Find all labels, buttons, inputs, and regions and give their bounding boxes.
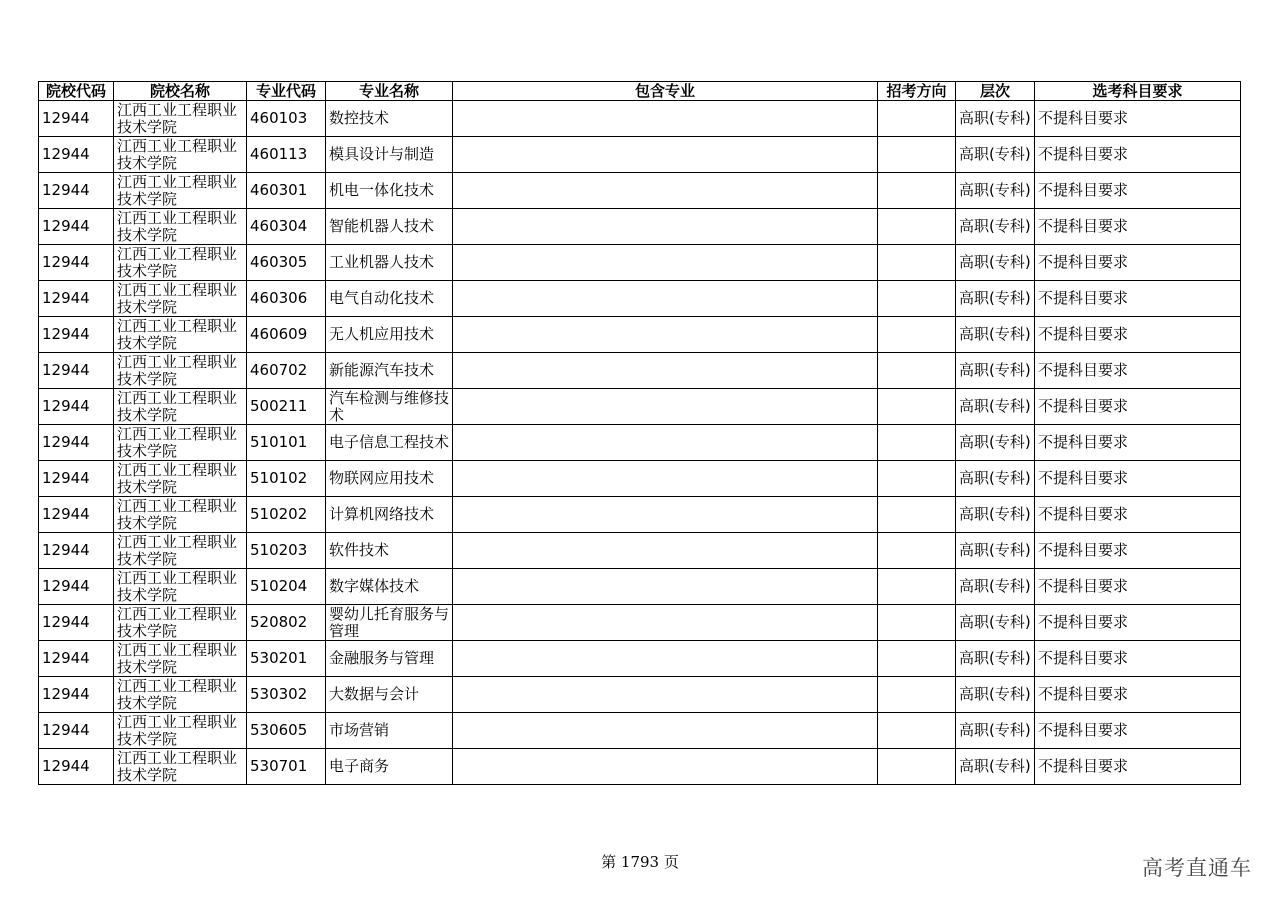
subject-requirements-cell: 不提科目要求	[1035, 605, 1241, 641]
included-majors-cell	[453, 425, 878, 461]
school-name-cell: 江西工业工程职业技术学院	[114, 281, 247, 317]
level-cell: 高职(专科)	[956, 533, 1035, 569]
level-cell: 高职(专科)	[956, 461, 1035, 497]
level-cell: 高职(专科)	[956, 101, 1035, 137]
level-cell: 高职(专科)	[956, 641, 1035, 677]
major-name-cell: 汽车检测与维修技术	[326, 389, 453, 425]
major-name-cell: 电气自动化技术	[326, 281, 453, 317]
major-code-cell: 510102	[247, 461, 326, 497]
school-name-cell: 江西工业工程职业技术学院	[114, 641, 247, 677]
major-code-cell: 530302	[247, 677, 326, 713]
school-code-cell: 12944	[39, 245, 114, 281]
table-row	[39, 353, 1241, 389]
school-name-cell: 江西工业工程职业技术学院	[114, 209, 247, 245]
major-code-cell: 460301	[247, 173, 326, 209]
major-name-cell: 金融服务与管理	[326, 641, 453, 677]
major-name-cell: 新能源汽车技术	[326, 353, 453, 389]
admission-direction-cell	[878, 245, 956, 281]
level-cell: 高职(专科)	[956, 425, 1035, 461]
included-majors-cell	[453, 137, 878, 173]
table-row	[39, 245, 1241, 281]
subject-requirements-cell: 不提科目要求	[1035, 749, 1241, 785]
table-row	[39, 317, 1241, 353]
header-admission-direction: 招考方向	[878, 82, 956, 101]
major-name-cell: 无人机应用技术	[326, 317, 453, 353]
school-code-cell: 12944	[39, 497, 114, 533]
major-code-cell: 460103	[247, 101, 326, 137]
subject-requirements-cell: 不提科目要求	[1035, 353, 1241, 389]
subject-requirements-cell: 不提科目要求	[1035, 209, 1241, 245]
table-body	[39, 101, 1241, 785]
table-row	[39, 101, 1241, 137]
school-name-cell: 江西工业工程职业技术学院	[114, 245, 247, 281]
school-name-cell: 江西工业工程职业技术学院	[114, 497, 247, 533]
level-cell: 高职(专科)	[956, 281, 1035, 317]
school-code-cell: 12944	[39, 461, 114, 497]
admission-direction-cell	[878, 209, 956, 245]
major-code-cell: 530201	[247, 641, 326, 677]
admission-direction-cell	[878, 533, 956, 569]
major-name-cell: 数控技术	[326, 101, 453, 137]
table-row	[39, 281, 1241, 317]
major-name-cell: 物联网应用技术	[326, 461, 453, 497]
school-name-cell: 江西工业工程职业技术学院	[114, 173, 247, 209]
school-name-cell: 江西工业工程职业技术学院	[114, 389, 247, 425]
table-row	[39, 137, 1241, 173]
level-cell: 高职(专科)	[956, 209, 1035, 245]
level-cell: 高职(专科)	[956, 389, 1035, 425]
major-name-cell: 软件技术	[326, 533, 453, 569]
school-code-cell: 12944	[39, 749, 114, 785]
school-code-cell: 12944	[39, 353, 114, 389]
included-majors-cell	[453, 209, 878, 245]
school-name-cell: 江西工业工程职业技术学院	[114, 353, 247, 389]
page-number: 第 1793 页	[601, 853, 679, 871]
table-row	[39, 713, 1241, 749]
admission-direction-cell	[878, 497, 956, 533]
major-name-cell: 智能机器人技术	[326, 209, 453, 245]
school-name-cell: 江西工业工程职业技术学院	[114, 101, 247, 137]
table-row	[39, 641, 1241, 677]
included-majors-cell	[453, 389, 878, 425]
admission-direction-cell	[878, 641, 956, 677]
school-name-cell: 江西工业工程职业技术学院	[114, 425, 247, 461]
school-code-cell: 12944	[39, 317, 114, 353]
major-code-cell: 460304	[247, 209, 326, 245]
table-row	[39, 389, 1241, 425]
major-name-cell: 电子商务	[326, 749, 453, 785]
subject-requirements-cell: 不提科目要求	[1035, 137, 1241, 173]
school-code-cell: 12944	[39, 209, 114, 245]
subject-requirements-cell: 不提科目要求	[1035, 641, 1241, 677]
major-name-cell: 大数据与会计	[326, 677, 453, 713]
major-code-cell: 460702	[247, 353, 326, 389]
included-majors-cell	[453, 713, 878, 749]
level-cell: 高职(专科)	[956, 317, 1035, 353]
subject-requirements-cell: 不提科目要求	[1035, 245, 1241, 281]
included-majors-cell	[453, 497, 878, 533]
included-majors-cell	[453, 461, 878, 497]
level-cell: 高职(专科)	[956, 245, 1035, 281]
table-row	[39, 749, 1241, 785]
school-code-cell: 12944	[39, 533, 114, 569]
subject-requirements-cell: 不提科目要求	[1035, 281, 1241, 317]
admission-direction-cell	[878, 749, 956, 785]
major-name-cell: 婴幼儿托育服务与管理	[326, 605, 453, 641]
major-name-cell: 工业机器人技术	[326, 245, 453, 281]
major-code-cell: 520802	[247, 605, 326, 641]
school-name-cell: 江西工业工程职业技术学院	[114, 677, 247, 713]
major-code-cell: 530605	[247, 713, 326, 749]
header-level: 层次	[956, 82, 1035, 101]
admission-direction-cell	[878, 569, 956, 605]
subject-requirements-cell: 不提科目要求	[1035, 569, 1241, 605]
school-code-cell: 12944	[39, 605, 114, 641]
admission-direction-cell	[878, 137, 956, 173]
table-row	[39, 533, 1241, 569]
table-row	[39, 425, 1241, 461]
header-major-name: 专业名称	[326, 82, 453, 101]
school-code-cell: 12944	[39, 713, 114, 749]
level-cell: 高职(专科)	[956, 677, 1035, 713]
major-name-cell: 计算机网络技术	[326, 497, 453, 533]
school-name-cell: 江西工业工程职业技术学院	[114, 317, 247, 353]
admission-direction-cell	[878, 461, 956, 497]
school-name-cell: 江西工业工程职业技术学院	[114, 533, 247, 569]
included-majors-cell	[453, 353, 878, 389]
level-cell: 高职(专科)	[956, 173, 1035, 209]
header-subject-requirements: 选考科目要求	[1035, 82, 1241, 101]
major-name-cell: 模具设计与制造	[326, 137, 453, 173]
level-cell: 高职(专科)	[956, 713, 1035, 749]
school-code-cell: 12944	[39, 425, 114, 461]
major-code-cell: 460113	[247, 137, 326, 173]
subject-requirements-cell: 不提科目要求	[1035, 677, 1241, 713]
table-row	[39, 569, 1241, 605]
major-code-cell: 510203	[247, 533, 326, 569]
school-code-cell: 12944	[39, 641, 114, 677]
subject-requirements-cell: 不提科目要求	[1035, 389, 1241, 425]
included-majors-cell	[453, 317, 878, 353]
table-header-row	[39, 82, 1241, 101]
major-name-cell: 数字媒体技术	[326, 569, 453, 605]
included-majors-cell	[453, 749, 878, 785]
included-majors-cell	[453, 245, 878, 281]
level-cell: 高职(专科)	[956, 353, 1035, 389]
school-code-cell: 12944	[39, 101, 114, 137]
subject-requirements-cell: 不提科目要求	[1035, 317, 1241, 353]
admission-direction-cell	[878, 281, 956, 317]
table-row	[39, 497, 1241, 533]
header-major-code: 专业代码	[247, 82, 326, 101]
subject-requirements-cell: 不提科目要求	[1035, 173, 1241, 209]
subject-requirements-cell: 不提科目要求	[1035, 713, 1241, 749]
subject-requirements-cell: 不提科目要求	[1035, 461, 1241, 497]
admission-direction-cell	[878, 389, 956, 425]
major-name-cell: 市场营销	[326, 713, 453, 749]
admission-direction-cell	[878, 173, 956, 209]
subject-requirements-cell: 不提科目要求	[1035, 533, 1241, 569]
level-cell: 高职(专科)	[956, 749, 1035, 785]
table-row	[39, 461, 1241, 497]
major-code-cell: 510204	[247, 569, 326, 605]
included-majors-cell	[453, 281, 878, 317]
subject-requirements-cell: 不提科目要求	[1035, 101, 1241, 137]
included-majors-cell	[453, 569, 878, 605]
major-code-cell: 460306	[247, 281, 326, 317]
subject-requirements-cell: 不提科目要求	[1035, 497, 1241, 533]
major-code-cell: 510202	[247, 497, 326, 533]
included-majors-cell	[453, 533, 878, 569]
admission-direction-cell	[878, 353, 956, 389]
table-row	[39, 209, 1241, 245]
major-name-cell: 机电一体化技术	[326, 173, 453, 209]
admission-direction-cell	[878, 101, 956, 137]
major-code-cell: 510101	[247, 425, 326, 461]
school-name-cell: 江西工业工程职业技术学院	[114, 569, 247, 605]
school-code-cell: 12944	[39, 677, 114, 713]
school-code-cell: 12944	[39, 389, 114, 425]
school-code-cell: 12944	[39, 137, 114, 173]
included-majors-cell	[453, 173, 878, 209]
table-row	[39, 605, 1241, 641]
watermark: 高考直通车	[1142, 856, 1252, 880]
included-majors-cell	[453, 101, 878, 137]
included-majors-cell	[453, 641, 878, 677]
major-code-cell: 500211	[247, 389, 326, 425]
school-code-cell: 12944	[39, 281, 114, 317]
admission-direction-cell	[878, 713, 956, 749]
header-school-code: 院校代码	[39, 82, 114, 101]
level-cell: 高职(专科)	[956, 605, 1035, 641]
school-name-cell: 江西工业工程职业技术学院	[114, 461, 247, 497]
major-code-cell: 460305	[247, 245, 326, 281]
level-cell: 高职(专科)	[956, 569, 1035, 605]
included-majors-cell	[453, 605, 878, 641]
major-code-cell: 460609	[247, 317, 326, 353]
admission-direction-cell	[878, 605, 956, 641]
header-school-name: 院校名称	[114, 82, 247, 101]
subject-requirements-cell: 不提科目要求	[1035, 425, 1241, 461]
level-cell: 高职(专科)	[956, 137, 1035, 173]
major-name-cell: 电子信息工程技术	[326, 425, 453, 461]
admissions-table	[38, 81, 1241, 785]
admission-direction-cell	[878, 677, 956, 713]
school-name-cell: 江西工业工程职业技术学院	[114, 713, 247, 749]
school-name-cell: 江西工业工程职业技术学院	[114, 749, 247, 785]
table-row	[39, 677, 1241, 713]
school-code-cell: 12944	[39, 173, 114, 209]
school-name-cell: 江西工业工程职业技术学院	[114, 605, 247, 641]
school-code-cell: 12944	[39, 569, 114, 605]
header-included-majors: 包含专业	[453, 82, 878, 101]
level-cell: 高职(专科)	[956, 497, 1035, 533]
included-majors-cell	[453, 677, 878, 713]
school-name-cell: 江西工业工程职业技术学院	[114, 137, 247, 173]
table-row	[39, 173, 1241, 209]
admission-direction-cell	[878, 317, 956, 353]
admission-direction-cell	[878, 425, 956, 461]
major-code-cell: 530701	[247, 749, 326, 785]
